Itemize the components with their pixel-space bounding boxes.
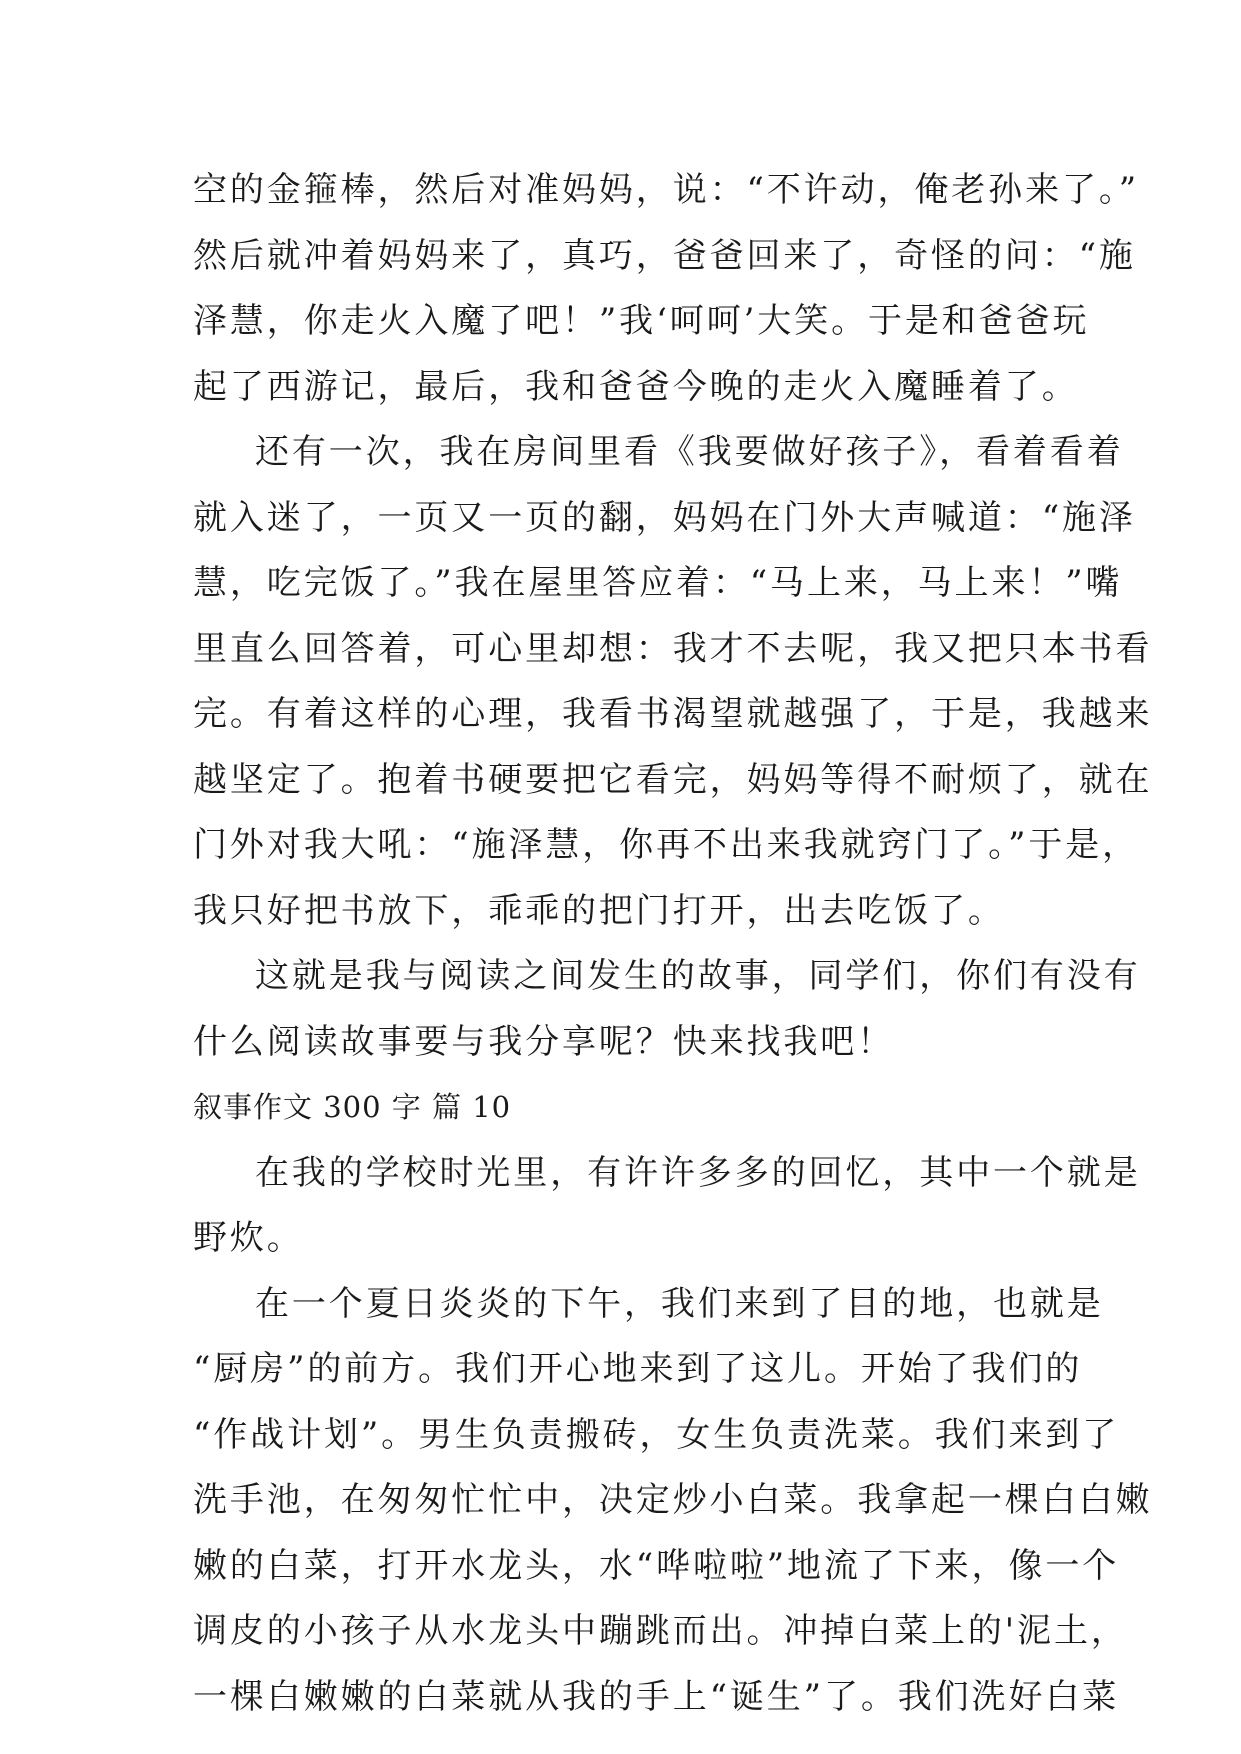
text-line: 泽慧，你走火入魔了吧！”我‘呵呵’大笑。于是和爸爸玩 [193, 301, 1090, 341]
text-line: “作战计划”。男生负责搬砖，女生负责洗菜。我们来到了 [193, 1414, 1120, 1455]
text-line: 完。有着这样的心理，我看书渴望就越强了，于是，我越来 [193, 694, 1153, 734]
text-line: 什么阅读故事要与我分享呢？快来找我吧！ [193, 1021, 895, 1062]
paragraph-first-line: 在我的学校时光里，有许许多多的回忆，其中一个就是 [255, 1152, 1141, 1193]
paragraph-first-line: 在一个夏日炎炎的下午，我们来到了目的地，也就是 [255, 1283, 1104, 1324]
text-line: 越坚定了。抱着书硬要把它看完，妈妈等得不耐烦了，就在 [193, 759, 1153, 800]
text-line: “厨房”的前方。我们开心地来到了这儿。开始了我们的 [193, 1349, 1083, 1389]
paragraph-first-line: 这就是我与阅读之间发生的故事，同学们，你们有没有 [255, 956, 1141, 996]
text-line: 一棵白嫩嫩的白菜就从我的手上“诞生”了。我们洗好白菜 [193, 1676, 1120, 1717]
section-heading: 叙事作文 300 字 篇 10 [193, 1090, 512, 1124]
paragraph-first-line: 还有一次，我在房间里看《我要做好孩子》，看着看着 [255, 432, 1124, 472]
text-line: 我只好把书放下，乖乖的把门打开，出去吃饭了。 [193, 890, 1005, 931]
text-line: 然后就冲着妈妈来了，真巧，爸爸回来了，奇怪的问：“施 [193, 235, 1136, 276]
text-line: 里直么回答着，可心里却想：我才不去呢，我又把只本书看 [193, 628, 1153, 669]
text-line: 调皮的小孩子从水龙头中蹦跳而出。冲掉白菜上的'泥土， [193, 1611, 1128, 1651]
text-line: 就入迷了，一页又一页的翻，妈妈在门外大声喊道：“施泽 [193, 497, 1136, 538]
text-line: 门外对我大吼：“施泽慧，你再不出来我就窍门了。”于是， [193, 825, 1140, 865]
text-line: 野炊。 [193, 1218, 304, 1258]
article-body [193, 158, 1153, 1730]
text-line: 空的金箍棒，然后对准妈妈，说：“不许动，俺老孙来了。” [193, 170, 1140, 210]
text-line: 起了西游记，最后，我和爸爸今晚的走火入魔睡着了。 [193, 366, 1079, 407]
text-line: 洗手池，在匆匆忙忙中，决定炒小白菜。我拿起一棵白白嫩 [193, 1480, 1153, 1520]
text-line: 嫩的白菜，打开水龙头，水“哗啦啦”地流了下来，像一个 [193, 1545, 1120, 1586]
text-line: 慧，吃完饭了。”我在屋里答应着：“马上来，马上来！”嘴 [193, 563, 1123, 603]
